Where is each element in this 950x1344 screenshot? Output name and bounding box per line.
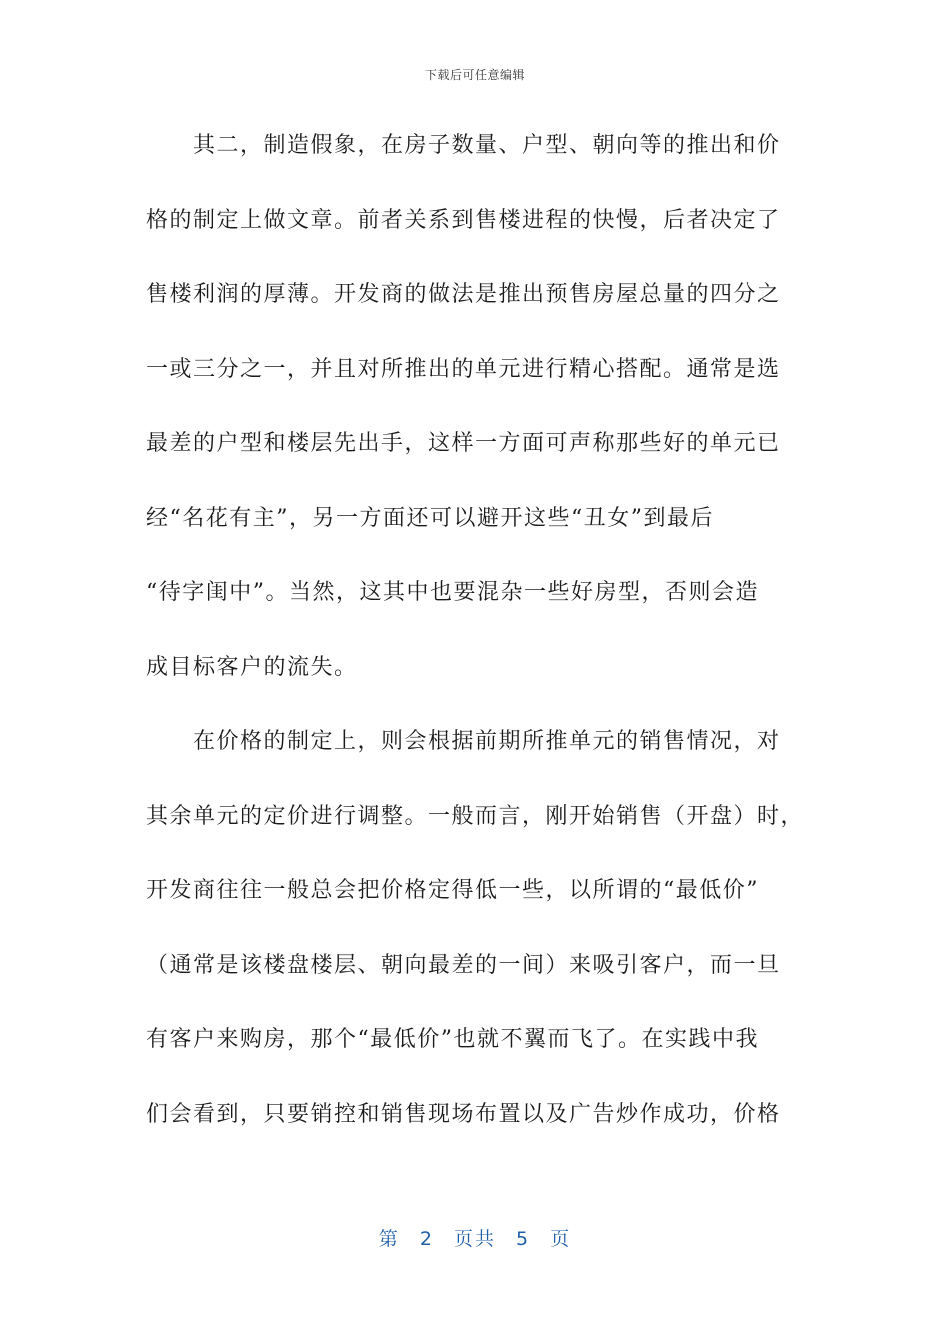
- paragraph-1-line: 格的制定上做文章。前者关系到售楼进程的快慢，后者决定了: [146, 207, 781, 233]
- paragraph-1-line: 售楼利润的厚薄。开发商的做法是推出预售房屋总量的四分之: [146, 282, 781, 307]
- document-body: [146, 124, 806, 1167]
- page-header: 下载后可任意编辑: [424, 68, 525, 82]
- paragraph-2-line: 其余单元的定价进行调整。一般而言，刚开始销售（开盘）时，: [146, 803, 805, 829]
- footer-prefix: 第: [378, 1228, 400, 1250]
- page-footer: [0, 1224, 950, 1251]
- paragraph-2-line: 开发商往往一般总会把价格定得低一些，以所谓的“最低价”: [146, 878, 759, 903]
- paragraph-2-line: （通常是该楼盘楼层、朝向最差的一间）来吸引客户，而一旦: [146, 952, 781, 978]
- paragraph-2-line: 们会看到，只要销控和销售现场布置以及广告炒作成功，价格: [146, 1101, 781, 1127]
- footer-middle: 页共: [453, 1228, 496, 1250]
- paragraph-1-line: 一或三分之一，并且对所推出的单元进行精心搭配。通常是选: [146, 356, 781, 382]
- footer-current-page: 2: [419, 1228, 434, 1250]
- paragraph-1-line: 经“名花有主”，另一方面还可以避开这些“丑女”到最后: [146, 505, 714, 531]
- paragraph-1-line: 其二，制造假象，在房子数量、户型、朝向等的推出和价: [193, 133, 781, 158]
- paragraph-1-line: 最差的户型和楼层先出手，这样一方面可声称那些好的单元已: [146, 431, 781, 456]
- paragraph-2-line: 有客户来购房，那个“最低价”也就不翼而飞了。在实践中我: [146, 1027, 759, 1052]
- paragraph-2-line: 在价格的制定上，则会根据前期所推单元的销售情况，对: [193, 729, 781, 754]
- footer-total-pages: 5: [516, 1228, 531, 1250]
- footer-suffix: 页: [550, 1228, 572, 1250]
- paragraph-1-line: 成目标客户的流失。: [146, 654, 358, 680]
- paragraph-1-line: “待字闺中”。当然，这其中也要混杂一些好房型，否则会造: [146, 580, 759, 605]
